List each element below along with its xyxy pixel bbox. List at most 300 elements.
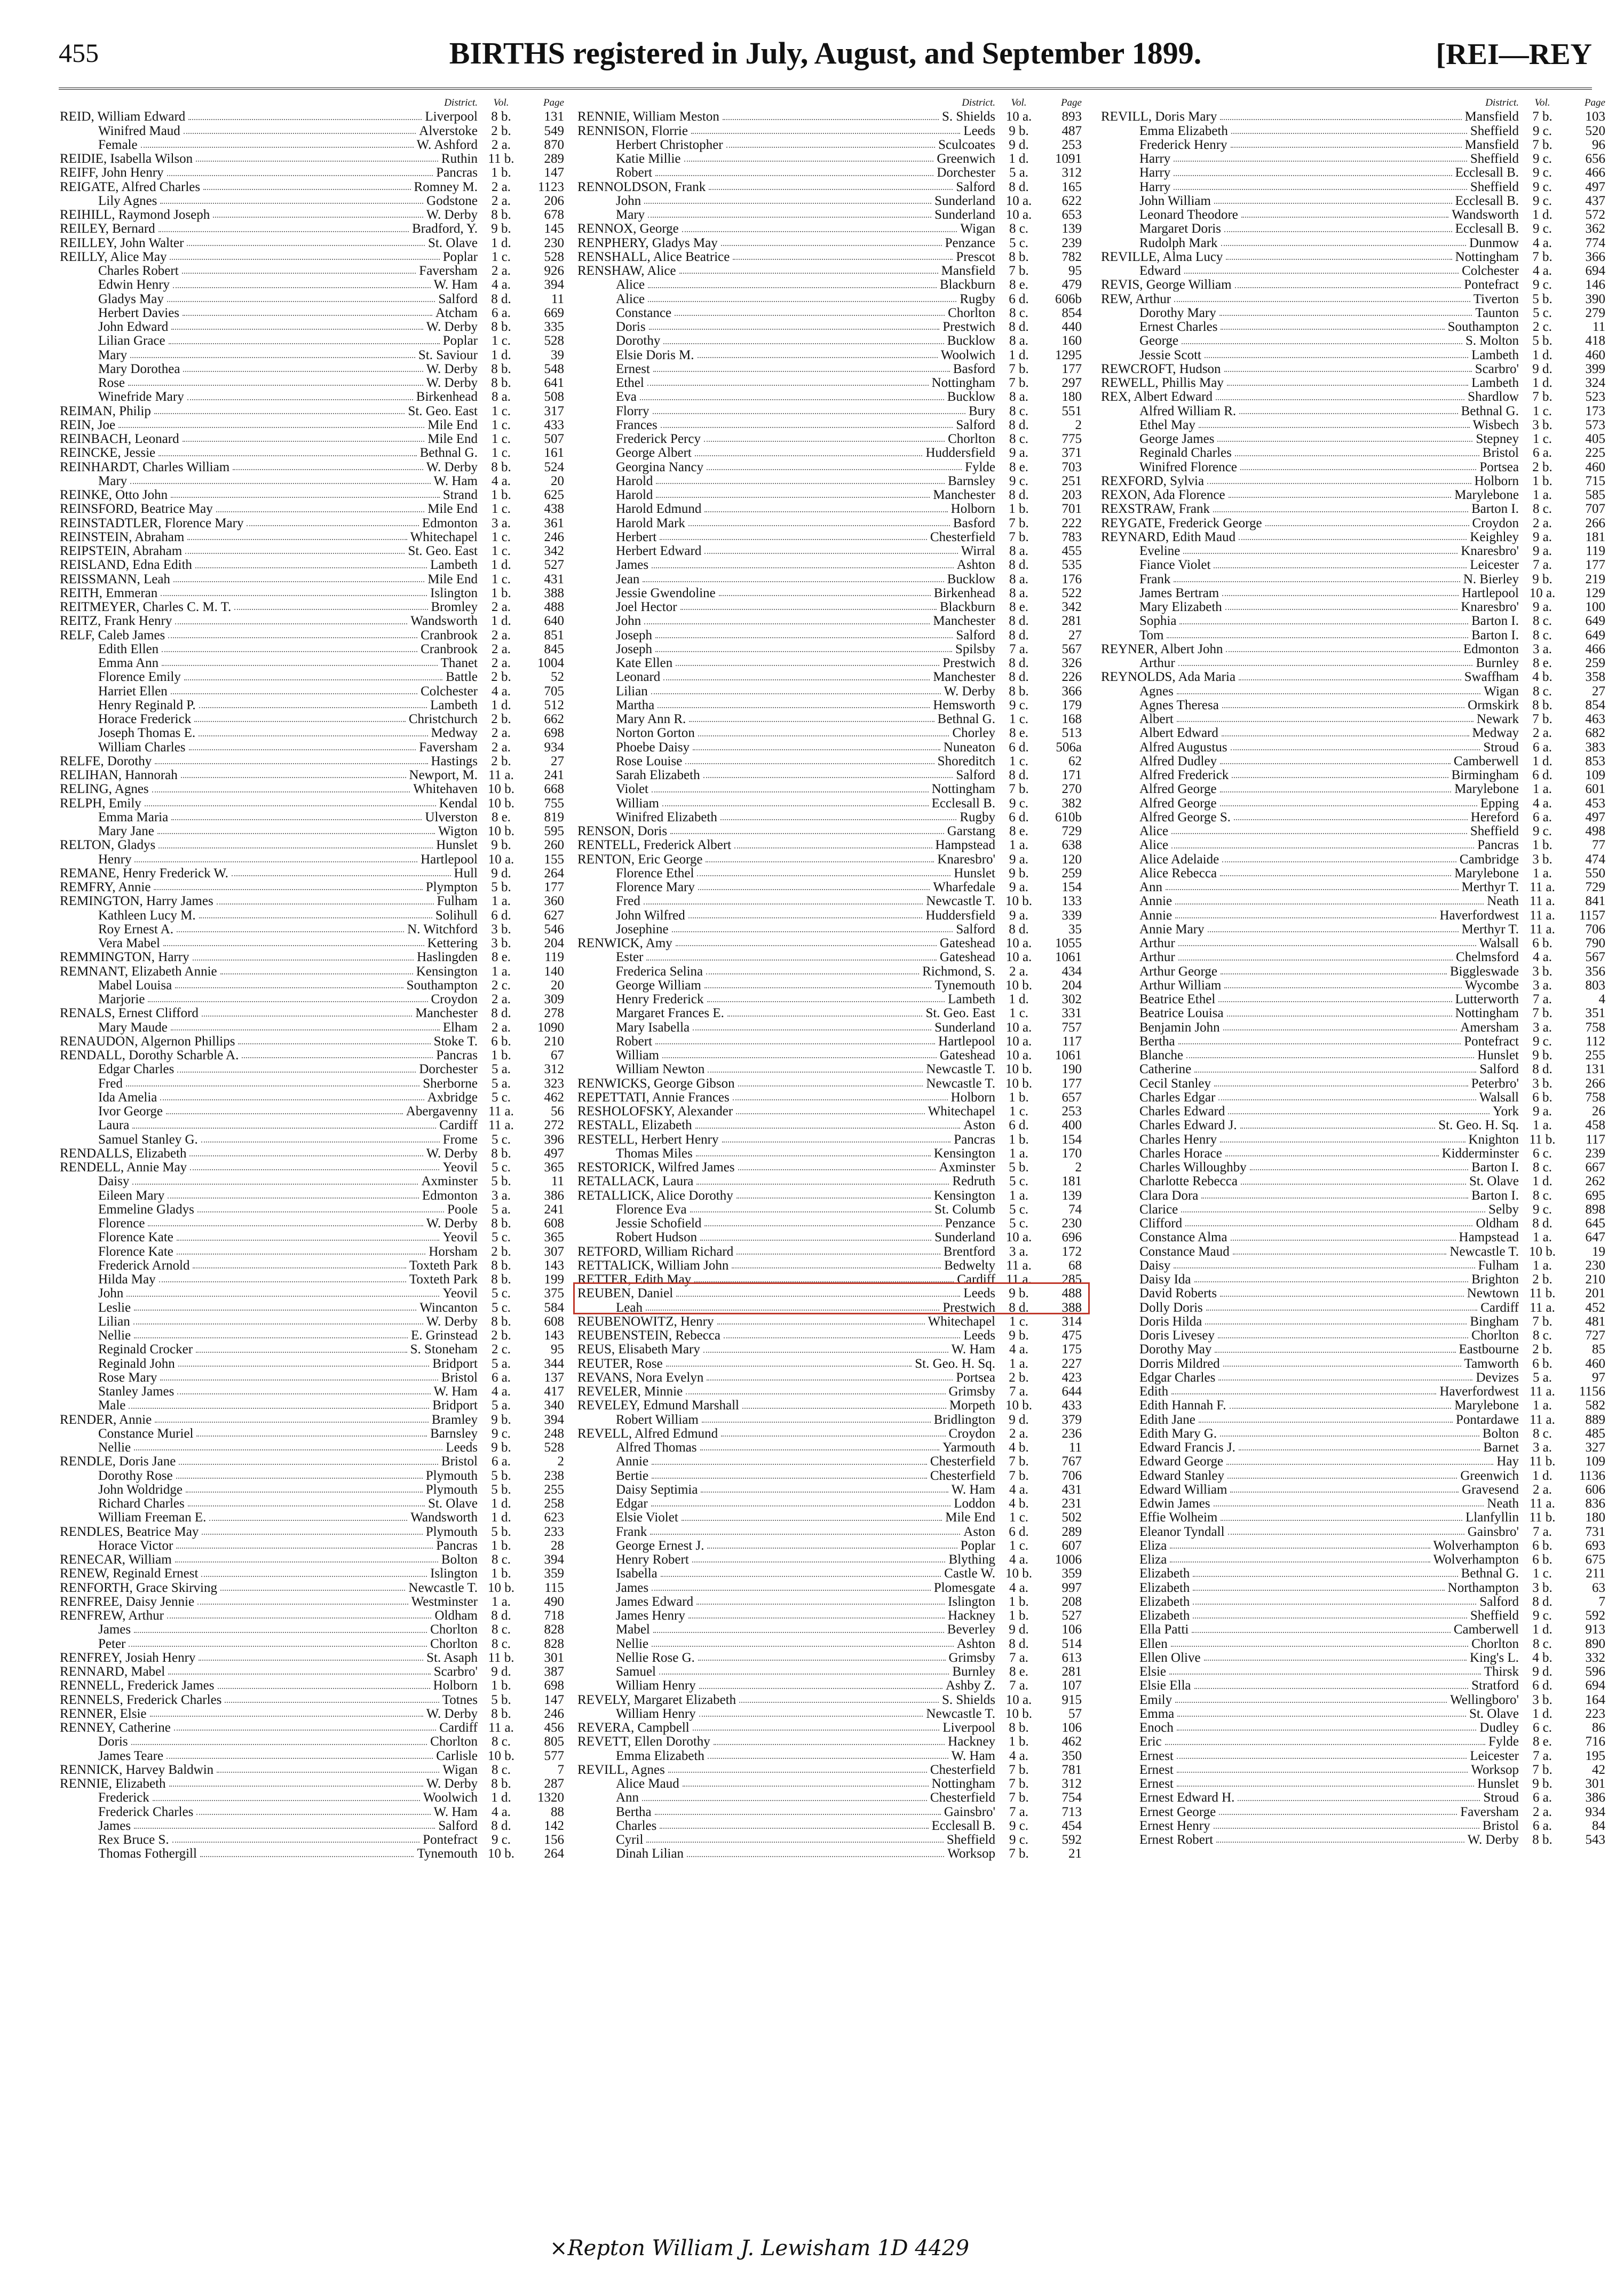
entry-name: James <box>98 1819 131 1833</box>
entry-page: 572 <box>1585 208 1605 222</box>
leader-dots <box>1175 1693 1447 1703</box>
entry-page: 656 <box>1585 152 1605 166</box>
entry-name: Eliza <box>1139 1553 1167 1567</box>
entry-name-cell <box>577 362 953 376</box>
entry-vol: 1 d. <box>491 1496 511 1511</box>
entry-vol: 1 a. <box>1532 488 1552 502</box>
entry-name: Reginald Charles <box>1139 446 1232 461</box>
register-entry <box>1101 573 1605 586</box>
entry-district: Bridport <box>432 1398 478 1413</box>
leader-dots <box>652 558 954 568</box>
entry-page: 119 <box>544 950 564 965</box>
entry-name: RENECAR, William <box>60 1553 172 1567</box>
entry-page: 475 <box>1061 1328 1082 1343</box>
entry-name: Ernest <box>1139 1777 1174 1791</box>
register-entry <box>60 208 564 222</box>
leader-dots <box>1220 1287 1464 1296</box>
entry-name: Tom <box>1139 628 1164 643</box>
leader-dots <box>707 461 962 470</box>
leader-dots <box>1220 782 1452 792</box>
entry-name-cell <box>60 1525 426 1539</box>
entry-name: Ann <box>1139 881 1163 894</box>
register-entry <box>577 1567 1082 1581</box>
register-entry <box>577 755 1082 768</box>
entry-district: Fylde <box>965 459 995 474</box>
entry-name: Herbert Edward <box>616 544 702 558</box>
entry-district: Barton I. <box>1471 1160 1519 1175</box>
entry-name: James Bertram <box>1139 586 1219 600</box>
entry-name-cell <box>1101 1665 1484 1679</box>
entry-district: Portsea <box>1479 459 1519 474</box>
leader-dots <box>1214 1497 1484 1506</box>
entry-vol: 10 b. <box>1529 1244 1556 1259</box>
entry-vol: 8 d. <box>1532 1216 1552 1231</box>
register-entry <box>577 1385 1082 1399</box>
entry-name: Phoebe Daisy <box>616 740 690 755</box>
leader-dots <box>652 1637 954 1647</box>
register-entry <box>60 965 564 979</box>
register-entry <box>577 1315 1082 1329</box>
entry-name: Jessie Scott <box>1139 348 1201 362</box>
entry-name-cell <box>1101 1441 1483 1455</box>
entry-name: Harry <box>1139 166 1171 180</box>
entry-district: Gainsbro' <box>1467 1524 1519 1539</box>
entry-district: Ecclesall B. <box>1455 165 1519 180</box>
entry-name-cell <box>577 670 933 684</box>
entry-district: Kendal <box>439 796 478 811</box>
entry-vol: 10 b. <box>488 1748 514 1763</box>
entry-district: Hastings <box>431 754 478 768</box>
entry-name-cell <box>1101 138 1465 152</box>
entry-district: W. Derby <box>426 376 478 390</box>
entry-page: 115 <box>544 1580 564 1595</box>
register-entry <box>60 1595 564 1609</box>
entry-page: 255 <box>1585 1048 1605 1062</box>
leader-dots <box>1228 1105 1490 1114</box>
entry-vol: 8 c. <box>1532 1188 1552 1203</box>
entry-vol: 10 a. <box>1005 936 1032 950</box>
register-entry <box>577 909 1082 923</box>
entry-vol: 3 b. <box>1532 1076 1552 1091</box>
entry-name: Ida Amelia <box>98 1090 157 1105</box>
entry-name-cell <box>577 474 948 488</box>
register-entry <box>577 1581 1082 1595</box>
register-entry <box>577 461 1082 474</box>
entry-district: Birkenhead <box>416 390 478 405</box>
leader-dots <box>738 1161 936 1170</box>
leader-dots <box>675 306 945 316</box>
entry-name-cell <box>577 1357 915 1371</box>
entry-name: Emma Elizabeth <box>1139 124 1228 138</box>
entry-vol: 7 a. <box>1532 1524 1552 1539</box>
leader-dots <box>187 236 425 246</box>
leader-dots <box>1194 1273 1469 1282</box>
entry-district: Leeds <box>963 1328 995 1343</box>
entry-vol: 8 c. <box>491 1552 511 1567</box>
leader-dots <box>177 1245 425 1255</box>
entry-name-cell <box>1101 1609 1470 1623</box>
entry-vol: 3 b. <box>1532 852 1552 867</box>
entry-name-cell <box>577 1511 945 1525</box>
entry-vol: 7 a. <box>1009 1650 1029 1665</box>
entry-district: Ashton <box>956 558 995 573</box>
entry-name: Harriet Ellen <box>98 684 168 699</box>
leader-dots <box>648 278 937 288</box>
entry-name: Harry <box>1139 180 1171 194</box>
entry-page: 97 <box>1592 1370 1605 1385</box>
entry-name: Catherine <box>1139 1062 1192 1077</box>
entry-page: 454 <box>1061 1818 1082 1833</box>
entry-district: Salford <box>438 291 478 306</box>
entry-district: Chorlton <box>1471 1636 1519 1651</box>
register-entry <box>1101 1371 1605 1385</box>
leader-dots <box>218 1679 430 1688</box>
leader-dots <box>177 1385 430 1394</box>
entry-vol: 11 b. <box>1529 1510 1556 1525</box>
register-entry <box>577 124 1082 138</box>
leader-dots <box>1222 586 1459 596</box>
entry-page: 608 <box>544 1216 564 1231</box>
register-entry <box>60 894 564 908</box>
entry-district: Atcham <box>435 305 478 320</box>
register-entry <box>1101 1693 1605 1707</box>
leader-dots <box>661 418 953 428</box>
entry-name-cell <box>60 894 437 908</box>
entry-name-cell <box>577 1006 925 1020</box>
entry-vol: 7 b. <box>1009 1468 1029 1483</box>
leader-dots <box>648 208 931 218</box>
entry-name-cell <box>1101 1455 1496 1469</box>
register-entry <box>577 1651 1082 1665</box>
entry-district: Hackney <box>948 1608 995 1623</box>
leader-dots <box>153 1791 420 1801</box>
register-entry <box>60 1735 564 1749</box>
entry-district: Kensington <box>933 1188 995 1203</box>
entry-district: St. Olave <box>427 1496 478 1511</box>
register-entry <box>577 614 1082 628</box>
entry-name-cell <box>1101 1749 1470 1763</box>
entry-name: David Roberts <box>1139 1287 1217 1301</box>
leader-dots <box>1233 1245 1447 1255</box>
entry-vol: 5 c. <box>1009 1174 1029 1189</box>
entry-name: RENAUDON, Algernon Phillips <box>60 1034 235 1049</box>
register-entry <box>60 712 564 726</box>
entry-page: 390 <box>1585 291 1605 306</box>
leader-dots <box>1234 811 1468 820</box>
entry-vol: 9 c. <box>1532 165 1552 180</box>
entry-name-cell <box>1101 250 1455 264</box>
entry-vol: 2 a. <box>1532 726 1552 741</box>
entry-name-cell <box>577 909 925 923</box>
entry-name-cell <box>577 629 956 643</box>
entry-name-cell <box>577 1497 954 1511</box>
entry-district: Chorlton <box>1471 1328 1519 1343</box>
entry-name: RENDLE, Doris Jane <box>60 1455 176 1469</box>
entry-vol: 1 d. <box>491 614 511 629</box>
entry-district: Prestwich <box>942 320 995 334</box>
entry-name-cell <box>577 1693 942 1707</box>
entry-district: Chorlton <box>430 1734 478 1749</box>
entry-name: RELIHAN, Hannorah <box>60 768 178 782</box>
entry-name-cell <box>1101 1357 1464 1371</box>
register-entry <box>1101 236 1605 250</box>
register-entry <box>60 1231 564 1244</box>
entry-name-cell <box>577 1721 942 1735</box>
entry-vol: 11 a. <box>1530 1384 1555 1399</box>
register-entry <box>577 264 1082 278</box>
entry-vol: 8 d. <box>1009 1300 1029 1315</box>
entry-vol: 2 a. <box>491 193 511 208</box>
entry-page: 137 <box>544 1370 564 1385</box>
entry-district: Bedwelty <box>944 1258 995 1273</box>
entry-district: Axminster <box>421 1174 478 1189</box>
entry-name-cell <box>577 222 960 236</box>
entry-vol: 6 b. <box>1532 1356 1552 1371</box>
entry-vol: 9 a. <box>1009 446 1029 461</box>
entry-name-cell <box>60 853 421 867</box>
leader-dots <box>707 1539 957 1549</box>
entry-district: Camberwell <box>1453 1622 1519 1637</box>
entry-name: Alice <box>616 292 645 306</box>
leader-dots <box>163 937 424 946</box>
leader-dots <box>1165 1735 1485 1744</box>
entry-name-cell <box>1101 1735 1488 1749</box>
register-entry <box>577 1833 1082 1847</box>
register-entry <box>1101 1805 1605 1819</box>
entry-name-cell <box>1101 376 1471 390</box>
register-entry <box>577 152 1082 166</box>
register-entry <box>1101 965 1605 979</box>
entry-page: 675 <box>1585 1552 1605 1567</box>
entry-page: 339 <box>1061 908 1082 923</box>
column-header-page: Page <box>543 97 564 108</box>
entry-name: Bertha <box>616 1805 652 1819</box>
entry-district: Morpeth <box>949 1398 995 1413</box>
entry-vol: 1 a. <box>1532 782 1552 797</box>
entry-name: Ernest <box>1139 1749 1174 1763</box>
entry-name: Robert <box>616 1034 653 1049</box>
register-entry <box>577 1161 1082 1175</box>
entry-page: 698 <box>544 1678 564 1693</box>
register-entry <box>60 1371 564 1385</box>
register-entry <box>60 1511 564 1525</box>
entry-district: Wolverhampton <box>1433 1552 1519 1567</box>
register-entry <box>60 755 564 768</box>
entry-name-cell <box>1101 530 1470 544</box>
leader-dots <box>1220 1427 1479 1437</box>
entry-vol: 1 c. <box>1532 1566 1552 1581</box>
entry-district: Chesterfield <box>930 1454 995 1469</box>
entry-name: REVILL, Doris Mary <box>1101 110 1217 124</box>
entry-name: RELING, Agnes <box>60 782 149 797</box>
entry-name-cell <box>1101 1231 1459 1244</box>
entry-vol: 8 e. <box>1009 824 1029 838</box>
entry-name-cell <box>577 853 937 867</box>
entry-district: Bethnal G. <box>419 446 478 461</box>
entry-name: Ernest Charles <box>1139 320 1218 334</box>
entry-name: Robert William <box>616 1413 699 1427</box>
register-entry <box>1101 1469 1605 1483</box>
entry-page: 694 <box>1585 1678 1605 1693</box>
leader-dots <box>1177 1749 1467 1759</box>
leader-dots <box>1205 348 1468 358</box>
entry-name: REXSTRAW, Frank <box>1101 502 1210 517</box>
entry-name: Fred <box>98 1076 123 1091</box>
entry-name-cell <box>60 1175 421 1188</box>
entry-name: REILLEY, John Walter <box>60 236 184 250</box>
register-entry <box>1101 782 1605 796</box>
entry-name-cell <box>577 1245 944 1259</box>
leader-dots <box>187 390 413 400</box>
entry-vol: 9 d. <box>491 866 511 881</box>
register-entry <box>60 573 564 586</box>
entry-page: 400 <box>1061 1118 1082 1133</box>
leader-dots <box>171 811 422 820</box>
entry-name: REMMINGTON, Harry <box>60 950 189 965</box>
leader-dots <box>130 348 415 358</box>
entry-district: W. Ham <box>951 1482 995 1497</box>
entry-name-cell <box>577 1651 949 1665</box>
register-entry <box>1101 1581 1605 1595</box>
entry-vol: 5 a. <box>491 1202 511 1217</box>
entry-district: Oldham <box>434 1608 478 1623</box>
register-entry <box>60 250 564 264</box>
entry-name-cell <box>577 1623 947 1637</box>
entry-vol: 8 b. <box>1009 684 1029 699</box>
entry-name: Herbert Davies <box>98 306 180 320</box>
entry-vol: 5 c. <box>1009 1202 1029 1217</box>
register-entry <box>1101 643 1605 656</box>
entry-district: Scarbro' <box>433 1664 478 1679</box>
entry-name-cell <box>577 586 934 600</box>
register-entry <box>60 1273 564 1287</box>
entry-name-cell <box>1101 558 1470 572</box>
entry-name-cell <box>1101 797 1480 811</box>
entry-name: Nellie <box>616 1637 649 1651</box>
entry-vol: 5 c. <box>491 1090 511 1105</box>
column-header-page: Page <box>1584 97 1605 108</box>
leader-dots <box>653 405 966 414</box>
entry-name: Alice <box>1139 838 1169 853</box>
entry-name-cell <box>1101 446 1483 460</box>
entry-name-cell <box>577 894 926 908</box>
entry-vol: 1 d. <box>1009 992 1029 1006</box>
entry-name: Doris Livesey <box>1139 1329 1215 1343</box>
register-entry <box>1101 432 1605 446</box>
entry-page: 11 <box>551 291 564 306</box>
entry-name-cell <box>60 950 417 964</box>
entry-name-cell <box>60 250 443 264</box>
register-entry <box>577 1259 1082 1273</box>
leader-dots <box>234 600 427 610</box>
entry-name-cell <box>577 699 933 712</box>
entry-page: 1004 <box>537 656 564 670</box>
entry-vol: 10 a. <box>1005 1230 1032 1245</box>
entry-name: Winefride Mary <box>98 390 184 405</box>
entry-name-cell <box>1101 110 1465 124</box>
entry-page: 248 <box>544 1426 564 1441</box>
entry-page: 716 <box>1585 1734 1605 1749</box>
entry-name-cell <box>60 1343 410 1357</box>
entry-district: Pancras <box>954 1132 995 1147</box>
entry-name: Alfred George S. <box>1139 810 1231 824</box>
leader-dots <box>220 965 413 974</box>
entry-name: Nellie Rose G. <box>616 1651 695 1665</box>
entry-page: 266 <box>1585 516 1605 530</box>
entry-name-cell <box>577 1343 952 1357</box>
entry-name-cell <box>577 208 934 222</box>
entry-name: REISSMANN, Leah <box>60 572 170 586</box>
entry-page: 195 <box>1585 1748 1605 1763</box>
entry-name: REVANS, Nora Evelyn <box>577 1370 704 1385</box>
leader-dots <box>202 1525 422 1535</box>
entry-name: Frederick Charles <box>98 1805 194 1819</box>
register-entry <box>577 1805 1082 1819</box>
leader-dots <box>663 670 930 680</box>
entry-name-cell <box>60 937 427 950</box>
entry-vol: 6 b. <box>1532 1090 1552 1105</box>
entry-vol: 5 c. <box>491 1230 511 1245</box>
leader-dots <box>648 292 956 302</box>
entry-name-cell <box>1101 320 1448 334</box>
entry-name: REIGATE, Alfred Charles <box>60 180 201 194</box>
entry-name: RENNARD, Mabel <box>60 1665 165 1679</box>
entry-district: Battle <box>446 670 478 685</box>
leader-dots <box>721 1427 945 1437</box>
entry-name: James <box>98 1623 131 1637</box>
register-entry <box>60 600 564 614</box>
register-entry <box>1101 1553 1605 1567</box>
entry-vol: 3 a. <box>1532 978 1552 993</box>
entry-name: REINSTADTLER, Florence Mary <box>60 516 244 530</box>
register-entry <box>577 1105 1082 1119</box>
entry-name: Emma <box>1139 1707 1175 1721</box>
entry-name: REUBENOWITZ, Henry <box>577 1314 714 1329</box>
entry-name-cell <box>577 124 963 138</box>
entry-page: 67 <box>551 1048 564 1062</box>
entry-name: Emma Elizabeth <box>616 1749 704 1763</box>
entry-district: Leeds <box>963 1286 995 1301</box>
leader-dots <box>1178 937 1476 946</box>
entry-name-cell <box>1101 937 1479 950</box>
entry-district: Walsall <box>1479 936 1519 950</box>
entry-district: Salford <box>1479 1594 1519 1609</box>
leader-dots <box>704 544 957 554</box>
entry-district: Brighton <box>1471 1272 1519 1287</box>
entry-name: Agnes <box>1139 684 1174 699</box>
leader-dots <box>133 1315 423 1325</box>
register-entry <box>60 1119 564 1132</box>
entry-name: Edith Jane <box>1139 1413 1195 1427</box>
register-entry <box>60 1315 564 1329</box>
entry-page: 490 <box>544 1594 564 1609</box>
entry-page: 782 <box>1061 249 1082 264</box>
entry-name-cell <box>1101 993 1455 1006</box>
entry-district: W. Derby <box>426 1706 478 1721</box>
register-entry <box>577 362 1082 376</box>
register-entry <box>60 1259 564 1273</box>
entry-name: Alice Maud <box>616 1777 679 1791</box>
entry-page: 394 <box>544 1552 564 1567</box>
entry-page: 109 <box>1585 768 1605 782</box>
register-entry <box>577 1399 1082 1413</box>
register-entry <box>577 418 1082 432</box>
entry-page: 222 <box>1061 516 1082 530</box>
entry-name: Harry <box>1139 152 1171 166</box>
entry-name: Alfred Dudley <box>1139 754 1217 768</box>
entry-district: Kensington <box>933 1146 995 1161</box>
register-entry <box>1101 1357 1605 1371</box>
